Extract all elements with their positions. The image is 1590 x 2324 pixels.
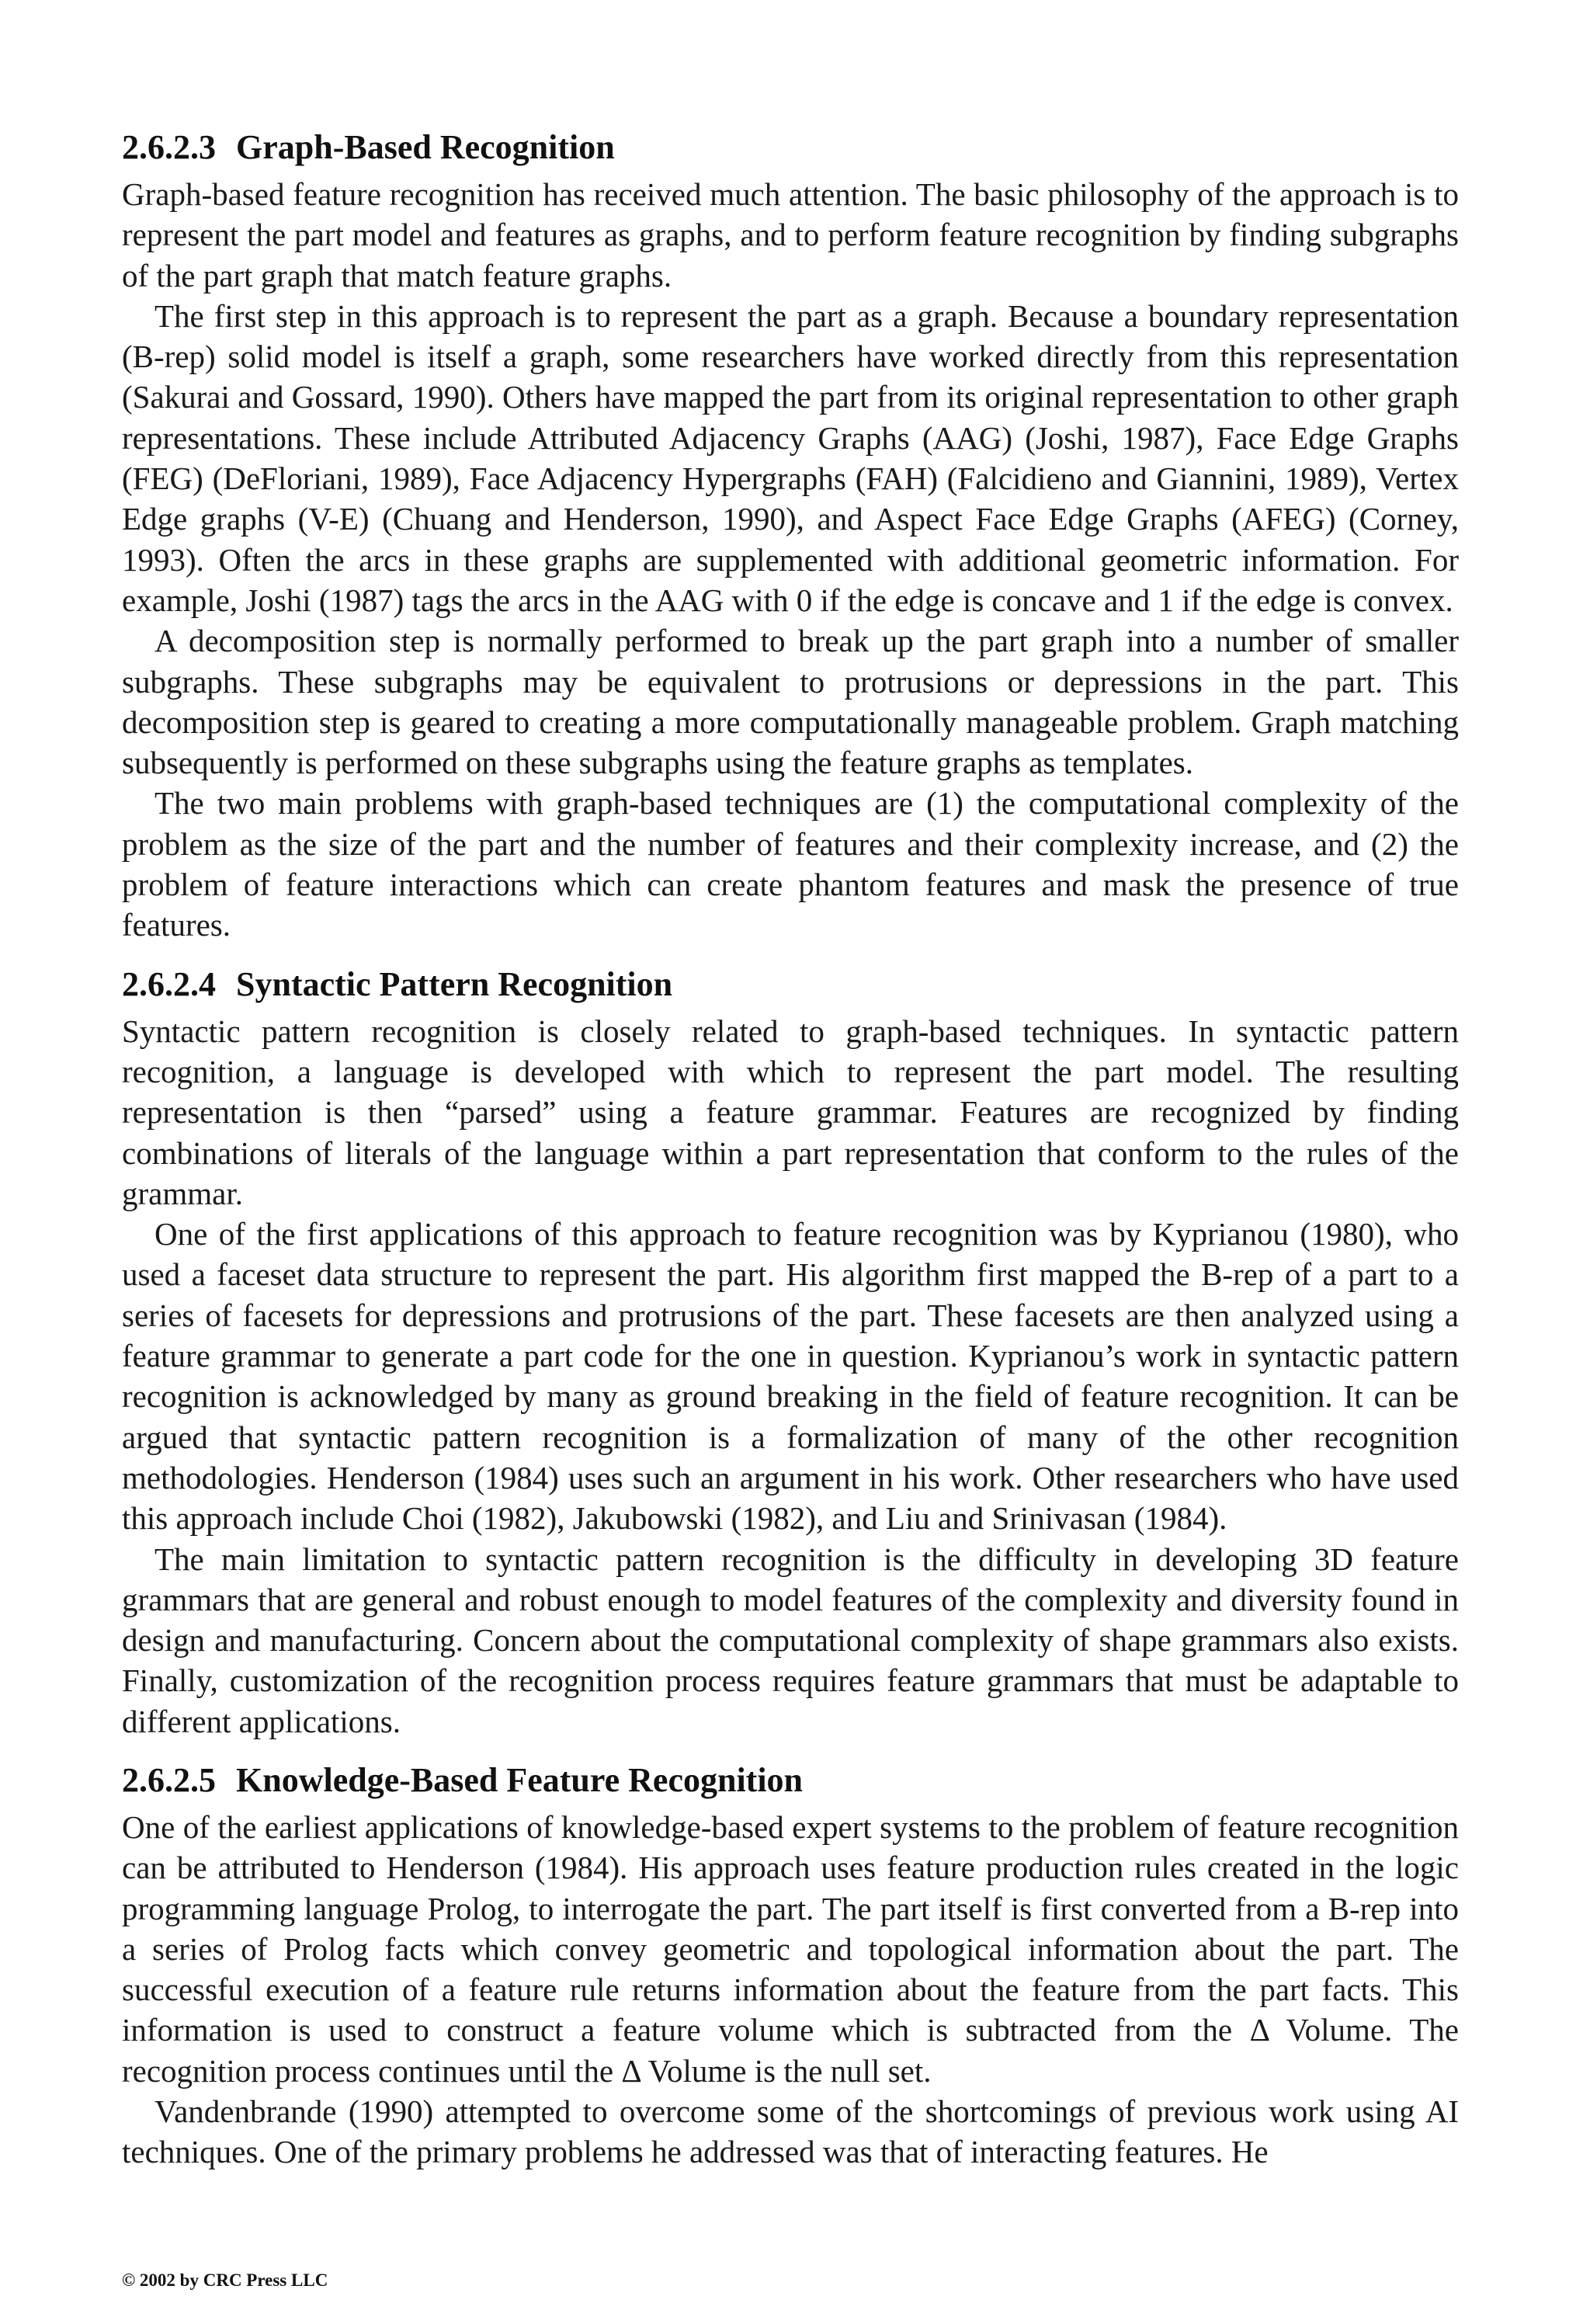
section-number: 2.6.2.5 [122,1760,216,1799]
paragraph: One of the first applications of this approach to feature recognition was by Kyprianou (1980), who used a faceset data structure to represent the part. His algorithm first mapped the B-rep of a part to a series of facesets for depressions and protrusions of the part. These facesets are then analyzed using a feature grammar to generate a part code for the one in question. Kyprianou’s work in syntactic pattern recognition is acknowledged by many as ground breaking in the field of feature recognition. It can be argued that syntactic pattern recognition is a formalization of many of the other recognition methodologies. Henderson (1984) uses such an argument in his work. Other researchers who have used this approach include Choi (1982), Jakubowski (1982), and Liu and Srinivasan (1984). [122,1216,1459,1537]
paragraph: The main limitation to syntactic pattern recognition is the difficulty in developing 3D feature grammars that are general and robust enough to model features of the complexity and diversity found in design and manufacturing. Concern about the computational complexity of shape grammars also exists. Finally, customization of the recognition process requires feature grammars that must be adaptable to different applications. [122,1541,1459,1739]
copyright-footer: © 2002 by CRC Press LLC [122,2270,328,2290]
section-syntactic-pattern-recognition [122,960,1459,1742]
paragraph: A decomposition step is normally performed to break up the part graph into a number of smaller subgraphs. These subgraphs may be equivalent to protrusions or depressions in the part. This decomposition step is geared to creating a more computationally manageable problem. Graph matching subsequently is performed on these subgraphs using the feature graphs as templates. [122,623,1459,781]
section-number: 2.6.2.3 [122,128,216,166]
section-number: 2.6.2.4 [122,964,216,1003]
paragraph: The two main problems with graph-based techniques are (1) the computational complexity of the problem as the size of the part and the number of features and their complexity increase, and (2) the problem of feature interactions which can create phantom features and mask the presence of true features. [122,785,1459,943]
section-knowledge-based-feature-recognition [122,1756,1459,2173]
paragraph: Graph-based feature recognition has received much attention. The basic philosophy of the approach is to represent the part model and features as graphs, and to perform feature recognition by finding subgraphs of the part graph that match feature graphs. [122,176,1459,294]
section-heading [122,1756,1459,1805]
paragraph: Vandenbrande (1990) attempted to overcome some of the shortcomings of previous work using AI techniques. One of the primary problems he addressed was that of interacting features. He [122,2093,1459,2170]
section-heading [122,123,1459,172]
section-title: Graph-Based Recognition [236,128,615,166]
section-heading [122,960,1459,1009]
section-title: Syntactic Pattern Recognition [236,964,673,1003]
paragraph: One of the earliest applications of knowledge-based expert systems to the problem of feature recognition can be attributed to Henderson (1984). His approach uses feature production rules created in the logic programming language Prolog, to interrogate the part. The part itself is first converted from a B-rep into a series of Prolog facts which convey geometric and topological information about the part. The successful execution of a feature rule returns information about the feature from the part facts. This information is used to construct a feature volume which is subtracted from the Δ Volume. The recognition process continues until the Δ Volume is the null set. [122,1808,1459,2089]
section-title: Knowledge-Based Feature Recognition [236,1760,804,1799]
page-body [122,123,1459,2173]
paragraph: The first step in this approach is to represent the part as a graph. Because a boundary representation (B-rep) solid model is itself a graph, some researchers have worked directly from this representation (Sakurai and Gossard, 1990). Others have mapped the part from its original representation to other graph representations. These include Attributed Adjacency Graphs (AAG) (Joshi, 1987), Face Edge Graphs (FEG) (DeFloriani, 1989), Face Adjacency Hypergraphs (FAH) (Falcidieno and Giannini, 1989), Vertex Edge graphs (V-E) (Chuang and Henderson, 1990), and Aspect Face Edge Graphs (AFEG) (Corney, 1993). Often the arcs in these graphs are supplemented with additional geometric information. For example, Joshi (1987) tags the arcs in the AAG with 0 if the edge is concave and 1 if the edge is convex. [122,297,1459,618]
paragraph: Syntactic pattern recognition is closely related to graph-based techniques. In syntactic pattern recognition, a language is developed with which to represent the part model. The resulting representation is then “parsed” using a feature grammar. Features are recognized by finding combinations of literals of the language within a part representation that conform to the rules of the grammar. [122,1013,1459,1211]
section-graph-based-recognition [122,123,1459,946]
